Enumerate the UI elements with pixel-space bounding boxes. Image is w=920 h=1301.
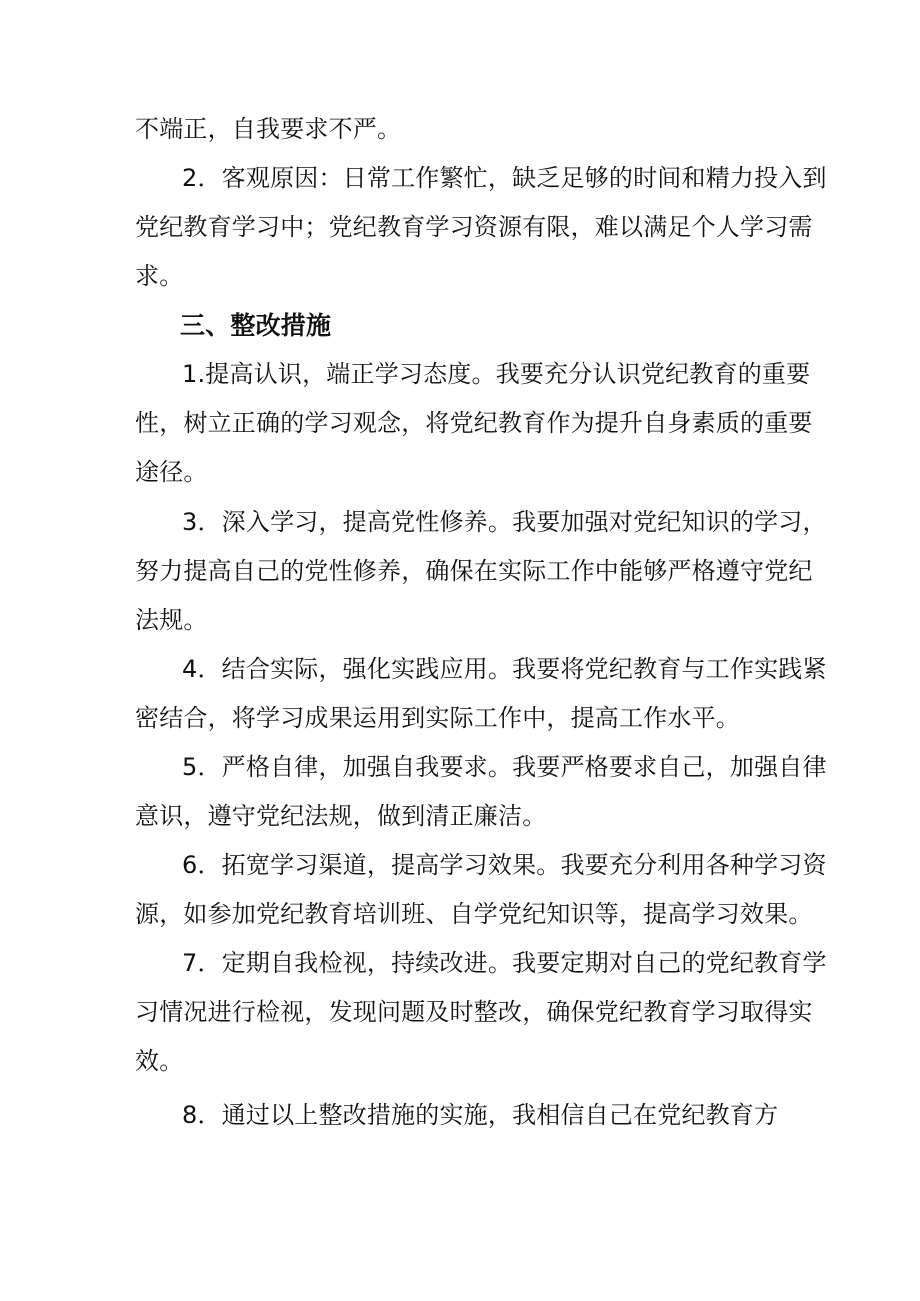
text-line: 不端正，自我要求不严。 <box>135 115 402 143</box>
text-line: 性，树立正确的学习观念，将党纪教育作为提升自身素质的重要 <box>135 409 813 437</box>
text-line: 意识，遵守党纪法规，做到清正廉洁。 <box>135 802 547 830</box>
text-line: 努力提高自己的党性修养，确保在实际工作中能够严格遵守党纪 <box>135 557 813 585</box>
text-line: 1.提高认识，端正学习态度。我要充分认识党纪教育的重要 <box>182 360 811 388</box>
text-line: 党纪教育学习中；党纪教育学习资源有限，难以满足个人学习需 <box>135 213 813 241</box>
text-line: 密结合，将学习成果运用到实际工作中，提高工作水平。 <box>135 704 740 732</box>
text-line: 习情况进行检视，发现问题及时整改，确保党纪教育学习取得实 <box>135 998 813 1026</box>
text-line: 3．深入学习，提高党性修养。我要加强对党纪知识的学习， <box>182 508 827 536</box>
text-line: 途径。 <box>135 458 208 486</box>
text-line: 6．拓宽学习渠道，提高学习效果。我要充分利用各种学习资 <box>182 851 827 879</box>
text-line: 8．通过以上整改措施的实施，我相信自己在党纪教育方 <box>182 1101 779 1129</box>
section-heading: 三、整改措施 <box>180 311 332 340</box>
text-line: 求。 <box>135 262 184 290</box>
text-line: 效。 <box>135 1047 184 1075</box>
text-line: 2．客观原因：日常工作繁忙，缺乏足够的时间和精力投入到 <box>182 164 827 192</box>
text-line: 5．严格自律，加强自我要求。我要严格要求自己，加强自律 <box>182 753 827 781</box>
text-line: 法规。 <box>135 606 208 634</box>
text-line: 源，如参加党纪教育培训班、自学党纪知识等，提高学习效果。 <box>135 900 813 928</box>
text-line: 4．结合实际，强化实践应用。我要将党纪教育与工作实践紧 <box>182 655 827 683</box>
text-line: 7．定期自我检视，持续改进。我要定期对自己的党纪教育学 <box>182 949 827 977</box>
